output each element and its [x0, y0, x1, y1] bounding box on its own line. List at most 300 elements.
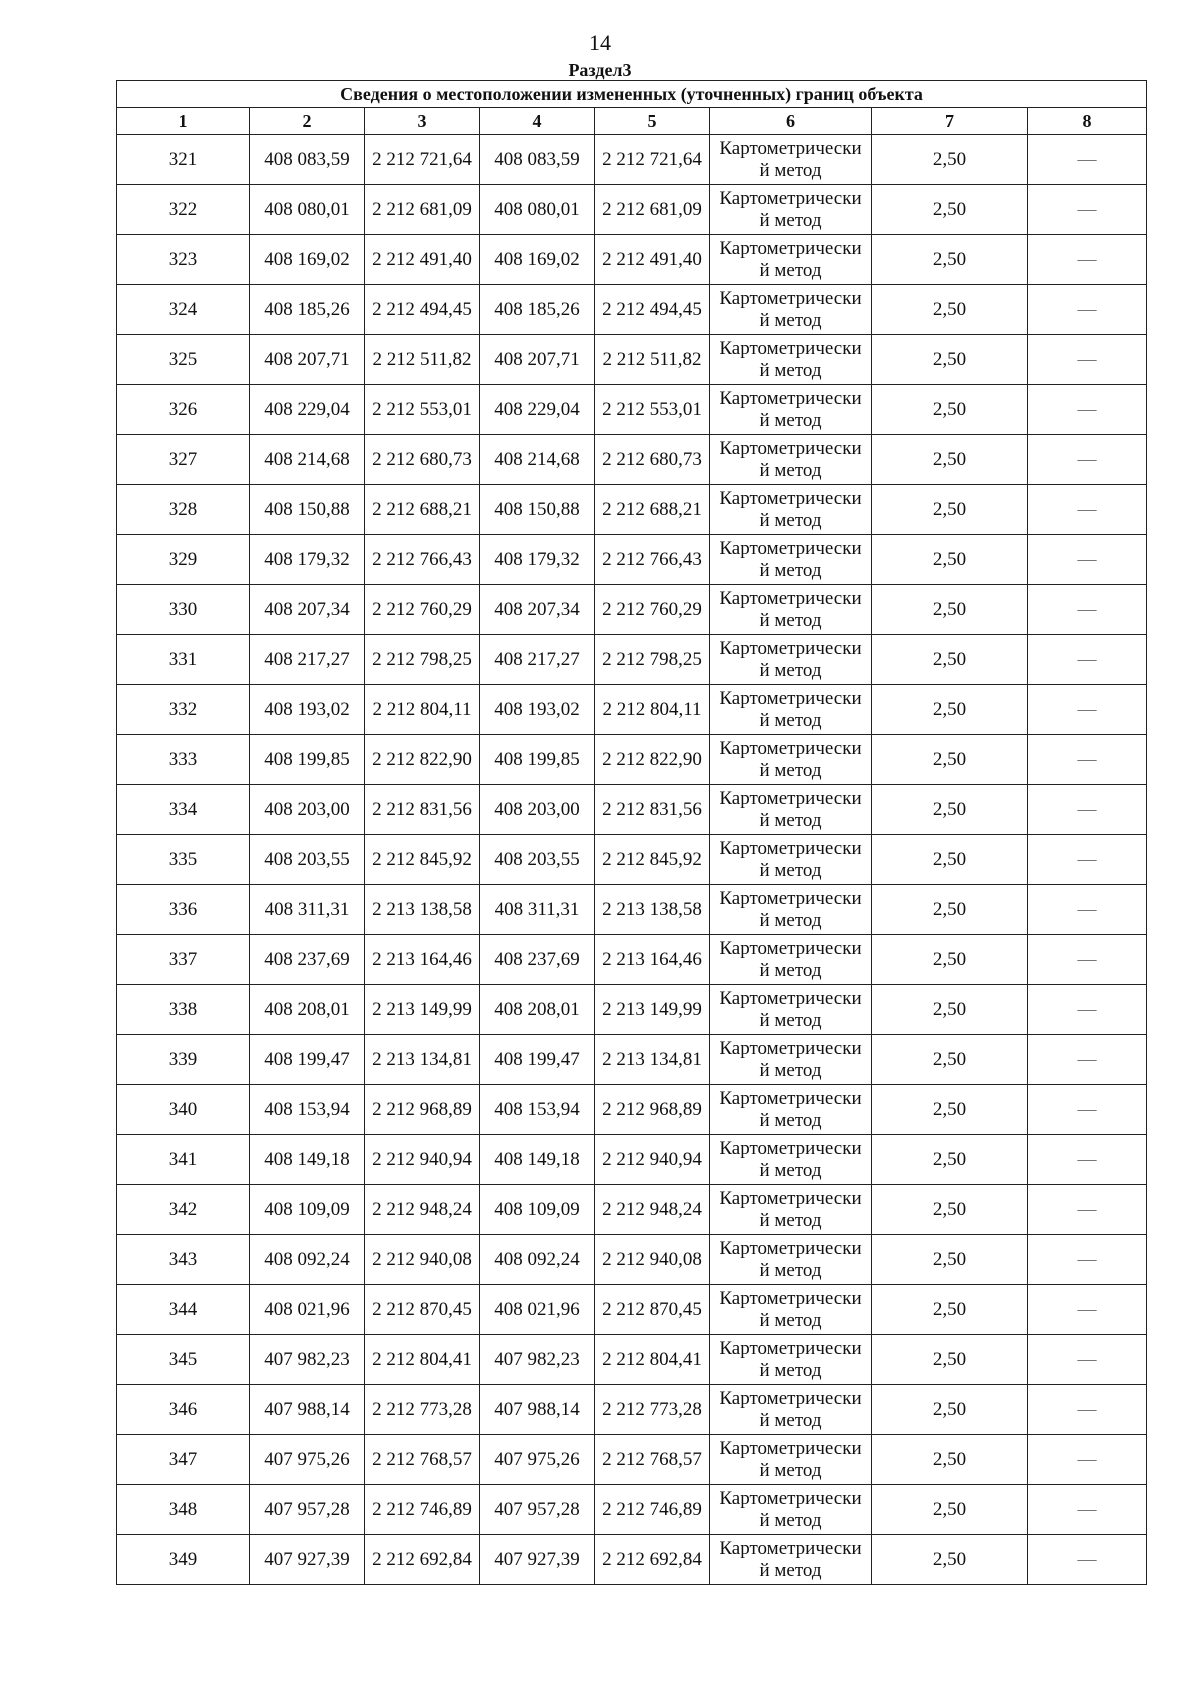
method-line-1: Картометрически [719, 887, 862, 909]
description-cell: — [1028, 585, 1147, 635]
description-cell: — [1028, 1385, 1147, 1435]
method-line-1: Картометрически [719, 587, 862, 609]
method-cell [710, 1285, 872, 1335]
new-x-cell: 407 927,39 [480, 1535, 595, 1585]
point-number-cell: 338 [117, 985, 250, 1035]
point-number-cell: 335 [117, 835, 250, 885]
column-number-row [117, 108, 1147, 135]
method-line-2: й метод [759, 1309, 822, 1331]
accuracy-cell: 2,50 [872, 385, 1028, 435]
point-number-cell: 348 [117, 1485, 250, 1535]
point-number-cell: 330 [117, 585, 250, 635]
method-line-2: й метод [759, 559, 822, 581]
new-y-cell: 2 212 968,89 [595, 1085, 710, 1135]
method-cell [710, 885, 872, 935]
new-x-cell: 408 207,71 [480, 335, 595, 385]
method-line-2: й метод [759, 1209, 822, 1231]
method-line-2: й метод [759, 459, 822, 481]
point-number-cell: 321 [117, 135, 250, 185]
accuracy-cell: 2,50 [872, 685, 1028, 735]
column-number: 6 [710, 108, 872, 135]
description-cell: — [1028, 1035, 1147, 1085]
new-y-cell: 2 212 746,89 [595, 1485, 710, 1535]
section-title: Раздел3 [568, 60, 632, 80]
new-y-cell: 2 212 940,08 [595, 1235, 710, 1285]
point-number-cell: 336 [117, 885, 250, 935]
method-line-1: Картометрически [719, 1387, 862, 1409]
table-row [117, 935, 1147, 985]
new-y-cell: 2 212 553,01 [595, 385, 710, 435]
method-line-1: Картометрически [719, 537, 862, 559]
description-cell: — [1028, 1335, 1147, 1385]
new-y-cell: 2 212 940,94 [595, 1135, 710, 1185]
description-cell: — [1028, 235, 1147, 285]
method-line-1: Картометрически [719, 137, 862, 159]
description-cell: — [1028, 785, 1147, 835]
point-number-cell: 324 [117, 285, 250, 335]
new-x-cell: 408 229,04 [480, 385, 595, 435]
method-cell [710, 485, 872, 535]
existing-y-cell: 2 213 164,46 [365, 935, 480, 985]
existing-x-cell: 408 217,27 [250, 635, 365, 685]
description-cell: — [1028, 635, 1147, 685]
method-line-2: й метод [759, 359, 822, 381]
point-number-cell: 333 [117, 735, 250, 785]
method-line-1: Картометрически [719, 1037, 862, 1059]
new-y-cell: 2 212 870,45 [595, 1285, 710, 1335]
existing-x-cell: 407 975,26 [250, 1435, 365, 1485]
existing-y-cell: 2 212 822,90 [365, 735, 480, 785]
accuracy-cell: 2,50 [872, 135, 1028, 185]
accuracy-cell: 2,50 [872, 1035, 1028, 1085]
new-x-cell: 408 153,94 [480, 1085, 595, 1135]
new-x-cell: 408 083,59 [480, 135, 595, 185]
accuracy-cell: 2,50 [872, 935, 1028, 985]
table-row [117, 735, 1147, 785]
method-line-1: Картометрически [719, 1187, 862, 1209]
method-cell [710, 435, 872, 485]
method-cell [710, 1235, 872, 1285]
method-line-2: й метод [759, 859, 822, 881]
existing-y-cell: 2 212 511,82 [365, 335, 480, 385]
table-row [117, 135, 1147, 185]
method-cell [710, 1485, 872, 1535]
method-line-1: Картометрически [719, 437, 862, 459]
new-x-cell: 408 214,68 [480, 435, 595, 485]
new-y-cell: 2 212 766,43 [595, 535, 710, 585]
new-x-cell: 408 203,00 [480, 785, 595, 835]
existing-x-cell: 408 150,88 [250, 485, 365, 535]
new-y-cell: 2 212 511,82 [595, 335, 710, 385]
existing-y-cell: 2 212 940,08 [365, 1235, 480, 1285]
accuracy-cell: 2,50 [872, 285, 1028, 335]
method-line-2: й метод [759, 1509, 822, 1531]
accuracy-cell: 2,50 [872, 335, 1028, 385]
new-x-cell: 408 092,24 [480, 1235, 595, 1285]
accuracy-cell: 2,50 [872, 835, 1028, 885]
column-number: 4 [480, 108, 595, 135]
method-cell [710, 685, 872, 735]
new-y-cell: 2 212 692,84 [595, 1535, 710, 1585]
point-number-cell: 331 [117, 635, 250, 685]
description-cell: — [1028, 1185, 1147, 1235]
table-row [117, 985, 1147, 1035]
new-y-cell: 2 212 491,40 [595, 235, 710, 285]
method-line-2: й метод [759, 1009, 822, 1031]
point-number-cell: 345 [117, 1335, 250, 1385]
existing-x-cell: 407 982,23 [250, 1335, 365, 1385]
method-cell [710, 1385, 872, 1435]
accuracy-cell: 2,50 [872, 1235, 1028, 1285]
page-number: 14 [589, 30, 611, 55]
existing-x-cell: 408 199,47 [250, 1035, 365, 1085]
existing-x-cell: 408 080,01 [250, 185, 365, 235]
method-line-1: Картометрически [719, 187, 862, 209]
new-y-cell: 2 212 804,41 [595, 1335, 710, 1385]
existing-y-cell: 2 212 831,56 [365, 785, 480, 835]
existing-y-cell: 2 212 940,94 [365, 1135, 480, 1185]
method-line-1: Картометрически [719, 337, 862, 359]
existing-y-cell: 2 212 721,64 [365, 135, 480, 185]
existing-x-cell: 408 237,69 [250, 935, 365, 985]
existing-x-cell: 408 208,01 [250, 985, 365, 1035]
method-line-1: Картометрически [719, 387, 862, 409]
new-y-cell: 2 212 494,45 [595, 285, 710, 335]
method-cell [710, 1085, 872, 1135]
method-cell [710, 535, 872, 585]
table-row [117, 435, 1147, 485]
table-row [117, 835, 1147, 885]
new-x-cell: 408 199,85 [480, 735, 595, 785]
point-number-cell: 346 [117, 1385, 250, 1435]
existing-y-cell: 2 213 149,99 [365, 985, 480, 1035]
accuracy-cell: 2,50 [872, 1185, 1028, 1235]
existing-y-cell: 2 212 494,45 [365, 285, 480, 335]
new-x-cell: 407 975,26 [480, 1435, 595, 1485]
new-y-cell: 2 213 134,81 [595, 1035, 710, 1085]
method-cell [710, 1535, 872, 1585]
point-number-cell: 329 [117, 535, 250, 585]
existing-x-cell: 408 092,24 [250, 1235, 365, 1285]
table-row [117, 1085, 1147, 1135]
existing-y-cell: 2 212 692,84 [365, 1535, 480, 1585]
new-x-cell: 407 957,28 [480, 1485, 595, 1535]
existing-y-cell: 2 212 948,24 [365, 1185, 480, 1235]
new-x-cell: 408 311,31 [480, 885, 595, 935]
table-row [117, 1435, 1147, 1485]
method-cell [710, 285, 872, 335]
table-row [117, 1185, 1147, 1235]
table-row [117, 685, 1147, 735]
method-line-1: Картометрически [719, 937, 862, 959]
method-line-2: й метод [759, 159, 822, 181]
accuracy-cell: 2,50 [872, 1085, 1028, 1135]
method-cell [710, 1185, 872, 1235]
existing-y-cell: 2 212 766,43 [365, 535, 480, 585]
point-number-cell: 323 [117, 235, 250, 285]
description-cell: — [1028, 335, 1147, 385]
method-line-2: й метод [759, 1109, 822, 1131]
table-row [117, 1385, 1147, 1435]
new-x-cell: 408 021,96 [480, 1285, 595, 1335]
method-cell [710, 585, 872, 635]
table-row [117, 585, 1147, 635]
new-y-cell: 2 213 138,58 [595, 885, 710, 935]
existing-y-cell: 2 212 680,73 [365, 435, 480, 485]
point-number-cell: 347 [117, 1435, 250, 1485]
table-row [117, 285, 1147, 335]
column-number: 7 [872, 108, 1028, 135]
existing-y-cell: 2 212 491,40 [365, 235, 480, 285]
new-y-cell: 2 212 798,25 [595, 635, 710, 685]
method-line-1: Картометрически [719, 837, 862, 859]
method-line-1: Картометрически [719, 287, 862, 309]
existing-y-cell: 2 213 138,58 [365, 885, 480, 935]
new-x-cell: 407 988,14 [480, 1385, 595, 1435]
existing-y-cell: 2 212 798,25 [365, 635, 480, 685]
point-number-cell: 340 [117, 1085, 250, 1135]
point-number-cell: 349 [117, 1535, 250, 1585]
table-row [117, 335, 1147, 385]
table-row [117, 885, 1147, 935]
method-line-2: й метод [759, 1409, 822, 1431]
method-line-2: й метод [759, 309, 822, 331]
method-line-1: Картометрически [719, 737, 862, 759]
new-x-cell: 408 237,69 [480, 935, 595, 985]
method-line-2: й метод [759, 609, 822, 631]
description-cell: — [1028, 885, 1147, 935]
existing-x-cell: 408 149,18 [250, 1135, 365, 1185]
existing-x-cell: 408 203,00 [250, 785, 365, 835]
existing-x-cell: 408 179,32 [250, 535, 365, 585]
method-cell [710, 335, 872, 385]
column-number: 5 [595, 108, 710, 135]
point-number-cell: 344 [117, 1285, 250, 1335]
existing-x-cell: 408 229,04 [250, 385, 365, 435]
column-number: 8 [1028, 108, 1147, 135]
existing-y-cell: 2 212 681,09 [365, 185, 480, 235]
method-line-1: Картометрически [719, 1087, 862, 1109]
existing-y-cell: 2 212 804,41 [365, 1335, 480, 1385]
description-cell: — [1028, 1135, 1147, 1185]
point-number-cell: 339 [117, 1035, 250, 1085]
method-cell [710, 785, 872, 835]
description-cell: — [1028, 835, 1147, 885]
accuracy-cell: 2,50 [872, 1285, 1028, 1335]
method-cell [710, 735, 872, 785]
accuracy-cell: 2,50 [872, 885, 1028, 935]
accuracy-cell: 2,50 [872, 585, 1028, 635]
accuracy-cell: 2,50 [872, 985, 1028, 1035]
method-cell [710, 235, 872, 285]
new-x-cell: 408 179,32 [480, 535, 595, 585]
method-line-2: й метод [759, 709, 822, 731]
method-line-1: Картометрически [719, 787, 862, 809]
method-line-2: й метод [759, 809, 822, 831]
method-line-2: й метод [759, 1059, 822, 1081]
new-x-cell: 408 193,02 [480, 685, 595, 735]
point-number-cell: 337 [117, 935, 250, 985]
accuracy-cell: 2,50 [872, 1535, 1028, 1585]
method-line-1: Картометрически [719, 1487, 862, 1509]
table-row [117, 1485, 1147, 1535]
description-cell: — [1028, 435, 1147, 485]
new-x-cell: 408 150,88 [480, 485, 595, 535]
existing-x-cell: 408 203,55 [250, 835, 365, 885]
accuracy-cell: 2,50 [872, 1335, 1028, 1385]
existing-y-cell: 2 212 746,89 [365, 1485, 480, 1535]
point-number-cell: 325 [117, 335, 250, 385]
point-number-cell: 328 [117, 485, 250, 535]
accuracy-cell: 2,50 [872, 235, 1028, 285]
existing-y-cell: 2 212 768,57 [365, 1435, 480, 1485]
method-line-1: Картометрически [719, 487, 862, 509]
method-line-2: й метод [759, 1459, 822, 1481]
table-row [117, 785, 1147, 835]
existing-x-cell: 408 311,31 [250, 885, 365, 935]
description-cell: — [1028, 985, 1147, 1035]
existing-x-cell: 408 207,71 [250, 335, 365, 385]
accuracy-cell: 2,50 [872, 735, 1028, 785]
existing-y-cell: 2 212 553,01 [365, 385, 480, 435]
new-y-cell: 2 213 164,46 [595, 935, 710, 985]
method-cell [710, 1135, 872, 1185]
method-cell [710, 185, 872, 235]
table-row [117, 535, 1147, 585]
new-y-cell: 2 212 822,90 [595, 735, 710, 785]
existing-x-cell: 408 214,68 [250, 435, 365, 485]
accuracy-cell: 2,50 [872, 1385, 1028, 1435]
table-row [117, 1535, 1147, 1585]
description-cell: — [1028, 735, 1147, 785]
existing-x-cell: 408 207,34 [250, 585, 365, 635]
method-cell [710, 835, 872, 885]
method-line-2: й метод [759, 509, 822, 531]
description-cell: — [1028, 385, 1147, 435]
description-cell: — [1028, 1085, 1147, 1135]
accuracy-cell: 2,50 [872, 435, 1028, 485]
existing-y-cell: 2 212 773,28 [365, 1385, 480, 1435]
table-row [117, 1235, 1147, 1285]
new-x-cell: 408 169,02 [480, 235, 595, 285]
method-cell [710, 635, 872, 685]
description-cell: — [1028, 135, 1147, 185]
point-number-cell: 342 [117, 1185, 250, 1235]
new-y-cell: 2 212 680,73 [595, 435, 710, 485]
new-y-cell: 2 213 149,99 [595, 985, 710, 1035]
point-number-cell: 332 [117, 685, 250, 735]
method-line-1: Картометрически [719, 1337, 862, 1359]
new-y-cell: 2 212 831,56 [595, 785, 710, 835]
description-cell: — [1028, 935, 1147, 985]
description-cell: — [1028, 1485, 1147, 1535]
description-cell: — [1028, 1285, 1147, 1335]
point-number-cell: 326 [117, 385, 250, 435]
new-x-cell: 408 217,27 [480, 635, 595, 685]
method-line-2: й метод [759, 959, 822, 981]
table-row [117, 635, 1147, 685]
method-line-2: й метод [759, 209, 822, 231]
existing-x-cell: 407 927,39 [250, 1535, 365, 1585]
method-cell [710, 385, 872, 435]
method-line-1: Картометрически [719, 1287, 862, 1309]
method-line-1: Картометрически [719, 637, 862, 659]
method-line-2: й метод [759, 759, 822, 781]
point-number-cell: 341 [117, 1135, 250, 1185]
table-body [117, 135, 1147, 1585]
column-number: 3 [365, 108, 480, 135]
existing-x-cell: 408 169,02 [250, 235, 365, 285]
method-line-2: й метод [759, 909, 822, 931]
method-cell [710, 135, 872, 185]
point-number-cell: 343 [117, 1235, 250, 1285]
table-row [117, 1035, 1147, 1085]
existing-x-cell: 408 109,09 [250, 1185, 365, 1235]
accuracy-cell: 2,50 [872, 185, 1028, 235]
method-line-2: й метод [759, 1159, 822, 1181]
existing-x-cell: 408 153,94 [250, 1085, 365, 1135]
method-line-1: Картометрически [719, 1437, 862, 1459]
accuracy-cell: 2,50 [872, 1135, 1028, 1185]
existing-x-cell: 408 021,96 [250, 1285, 365, 1335]
new-x-cell: 408 149,18 [480, 1135, 595, 1185]
method-cell [710, 1335, 872, 1385]
existing-x-cell: 407 988,14 [250, 1385, 365, 1435]
column-number: 2 [250, 108, 365, 135]
method-cell [710, 1035, 872, 1085]
description-cell: — [1028, 285, 1147, 335]
accuracy-cell: 2,50 [872, 635, 1028, 685]
description-cell: — [1028, 1435, 1147, 1485]
existing-y-cell: 2 212 968,89 [365, 1085, 480, 1135]
table-row [117, 385, 1147, 435]
new-y-cell: 2 212 768,57 [595, 1435, 710, 1485]
existing-y-cell: 2 212 688,21 [365, 485, 480, 535]
coordinates-table [116, 80, 1147, 1585]
description-cell: — [1028, 685, 1147, 735]
accuracy-cell: 2,50 [872, 535, 1028, 585]
new-y-cell: 2 212 760,29 [595, 585, 710, 635]
new-x-cell: 408 203,55 [480, 835, 595, 885]
description-cell: — [1028, 185, 1147, 235]
method-line-2: й метод [759, 1359, 822, 1381]
new-x-cell: 408 109,09 [480, 1185, 595, 1235]
description-cell: — [1028, 485, 1147, 535]
new-x-cell: 408 208,01 [480, 985, 595, 1035]
table-row [117, 485, 1147, 535]
accuracy-cell: 2,50 [872, 785, 1028, 835]
point-number-cell: 327 [117, 435, 250, 485]
table-caption: Сведения о местоположении измененных (уточненных) границ объекта [117, 81, 1147, 108]
method-line-2: й метод [759, 259, 822, 281]
table-row [117, 1285, 1147, 1335]
accuracy-cell: 2,50 [872, 1435, 1028, 1485]
existing-y-cell: 2 212 845,92 [365, 835, 480, 885]
table-row [117, 185, 1147, 235]
method-line-2: й метод [759, 1259, 822, 1281]
new-y-cell: 2 212 948,24 [595, 1185, 710, 1235]
existing-y-cell: 2 212 870,45 [365, 1285, 480, 1335]
new-y-cell: 2 212 804,11 [595, 685, 710, 735]
existing-y-cell: 2 212 804,11 [365, 685, 480, 735]
existing-x-cell: 408 185,26 [250, 285, 365, 335]
accuracy-cell: 2,50 [872, 485, 1028, 535]
description-cell: — [1028, 1235, 1147, 1285]
method-line-2: й метод [759, 659, 822, 681]
column-number: 1 [117, 108, 250, 135]
method-line-1: Картометрически [719, 1537, 862, 1559]
new-x-cell: 407 982,23 [480, 1335, 595, 1385]
